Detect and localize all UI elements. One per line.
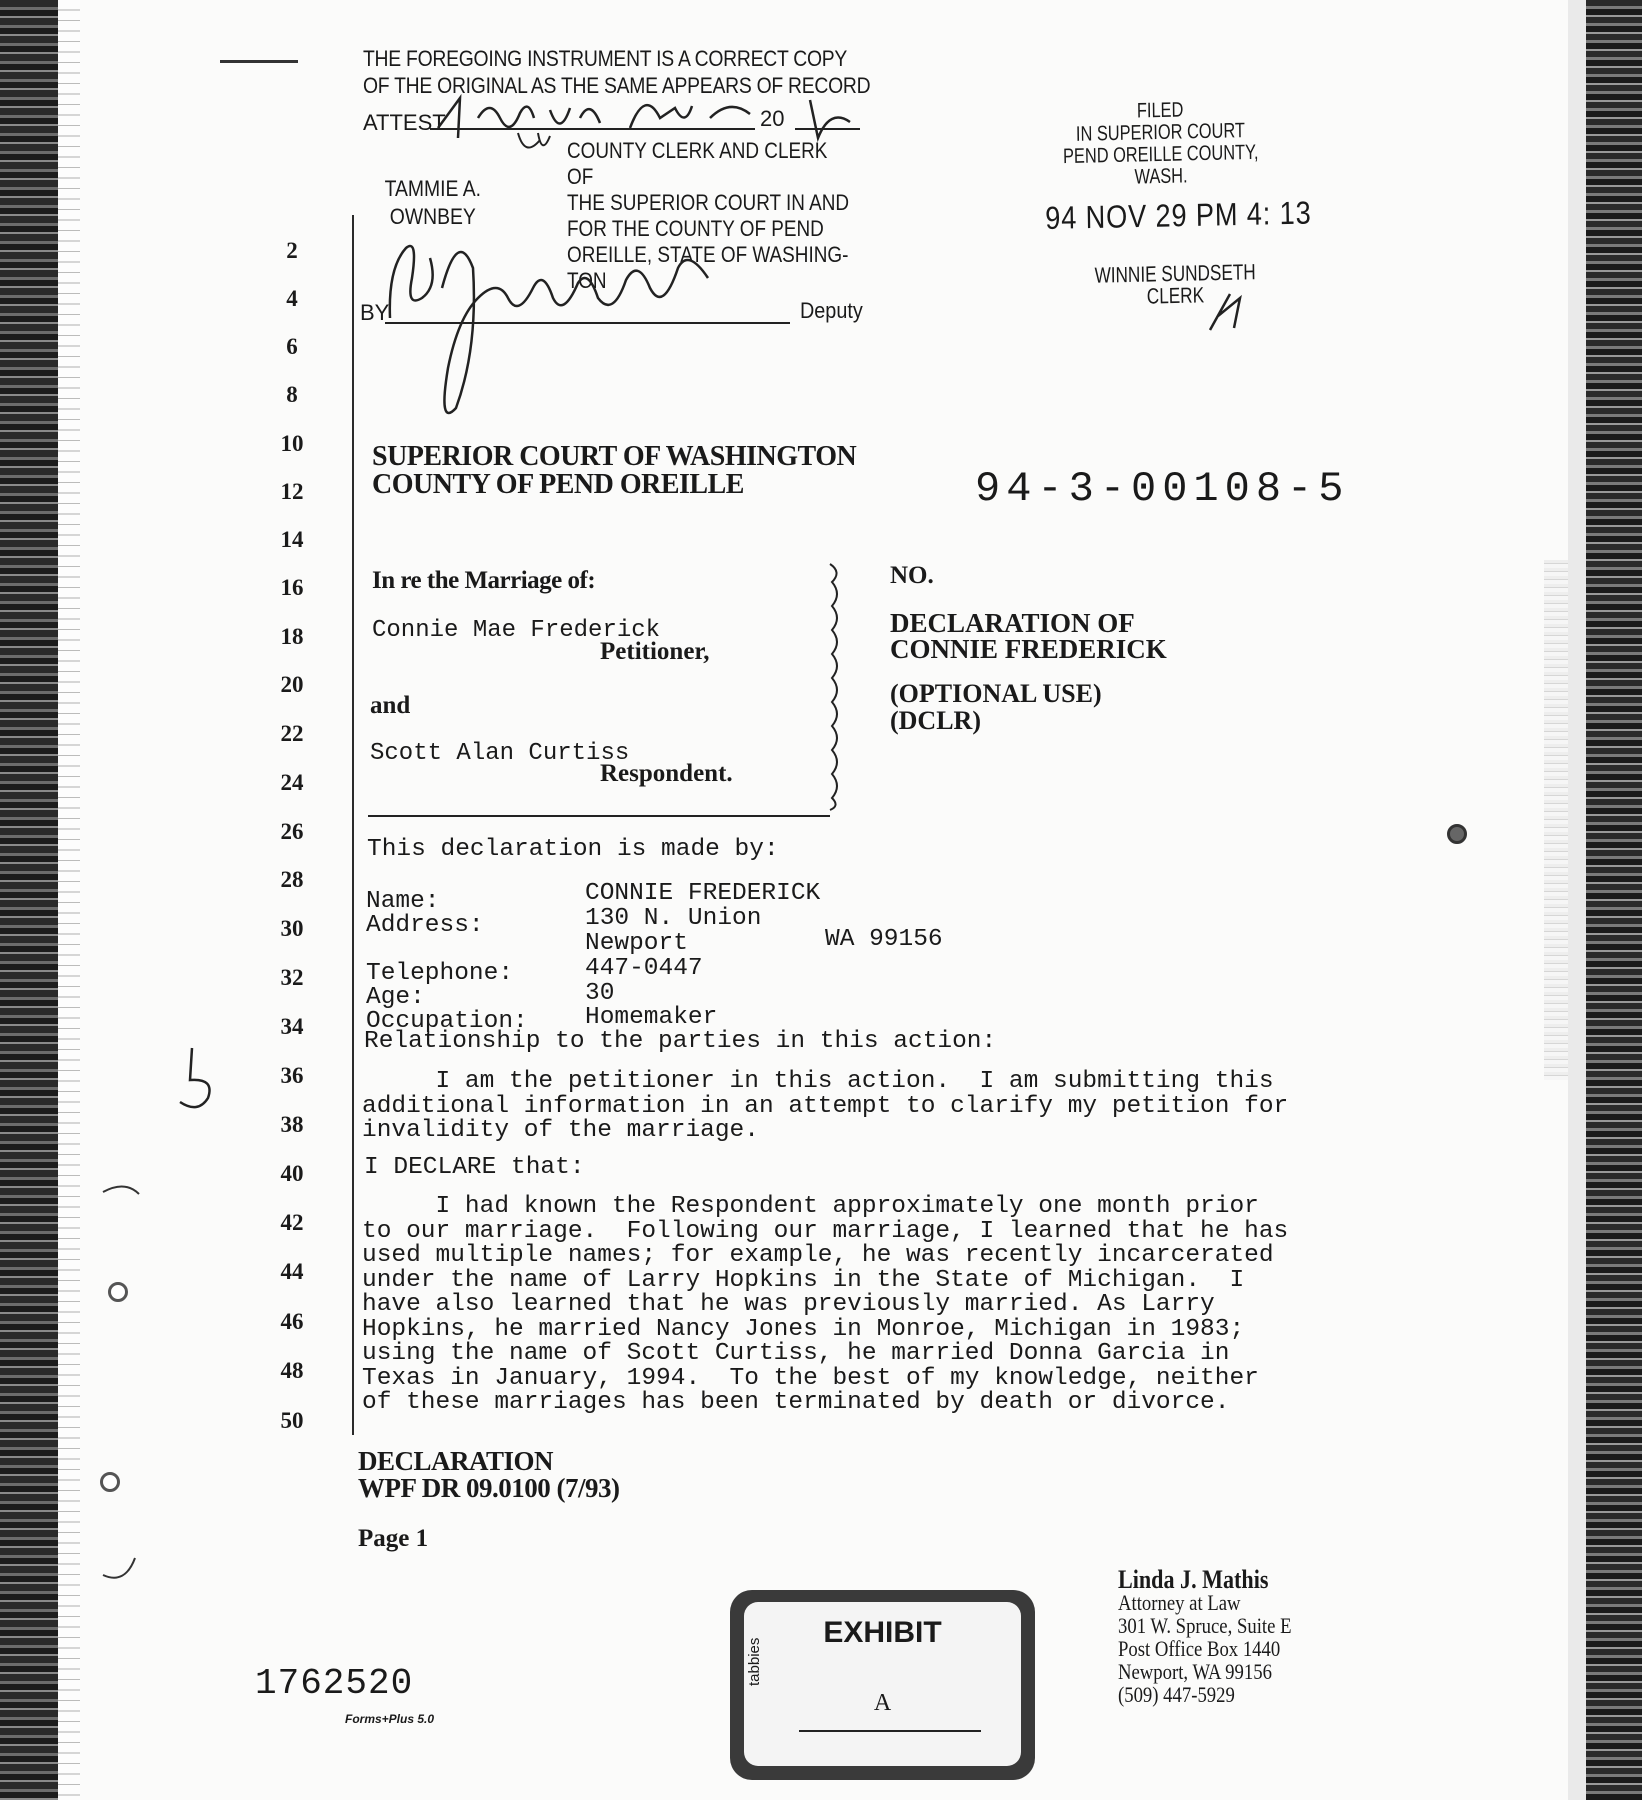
respondent-role: Respondent. (600, 760, 733, 787)
paragraph-line: to our marriage. Following our marriage, I learned that he has (362, 1217, 1289, 1245)
deputy-label: Deputy (800, 298, 863, 323)
paragraph-line: of these marriages has been terminated by death or divorce. (362, 1389, 1230, 1416)
court-heading-line: SUPERIOR COURT OF WASHINGTON (372, 441, 857, 472)
line-number: 12 (280, 479, 304, 504)
optional-use (890, 680, 1102, 734)
filed-stamp-line: IN SUPERIOR COURT (1075, 119, 1246, 146)
petitioner-role: Petitioner, (600, 638, 710, 665)
caption-conjunction: and (370, 692, 411, 719)
line-number: 10 (280, 431, 304, 456)
telephone-label: Telephone: (366, 960, 514, 987)
line-number: 14 (280, 527, 304, 552)
street-address: 130 N. Union (585, 905, 762, 932)
filed-stamp (1059, 98, 1263, 191)
exhibit-label: EXHIBIT (823, 1616, 942, 1649)
line-number: 18 (280, 624, 304, 649)
occupation-label: Occupation: (366, 1008, 528, 1035)
caption-label: In re the Marriage of: (372, 567, 596, 594)
line-number: 50 (280, 1408, 304, 1433)
margin-rule (352, 215, 354, 1435)
paragraph-line: I am the petitioner in this action. I am submitting this (362, 1068, 1274, 1095)
clerk-name-line: OWNBEY (389, 204, 476, 229)
line-number: 20 (280, 672, 304, 697)
attest-year: 20 (760, 106, 785, 131)
forms-plus-mark: Forms+Plus 5.0 (345, 1712, 435, 1726)
declare-line: I DECLARE that: (364, 1154, 585, 1181)
scan-edge-left (0, 0, 58, 1800)
line-number: 48 (280, 1358, 304, 1383)
line-number: 8 (286, 382, 298, 407)
clerk-title-line: COUNTY CLERK AND CLERK OF (567, 138, 828, 189)
document-title (890, 610, 1167, 662)
age: 30 (585, 980, 615, 1007)
filed-stamp-line: FILED (1136, 98, 1184, 123)
petitioner-name: Connie Mae Frederick (372, 617, 661, 644)
scan-edge-right-inner (1568, 0, 1586, 1800)
court-heading-line: COUNTY OF PEND OREILLE (372, 469, 744, 500)
line-number: 44 (280, 1259, 304, 1284)
clerk-title-line: OREILLE, STATE OF WASHING- (567, 242, 849, 267)
attorney-po-box: Post Office Box 1440 (1118, 1636, 1281, 1661)
page-number: Page 1 (358, 1525, 429, 1552)
paragraph-line: invalidity of the marriage. (362, 1117, 759, 1144)
line-number: 34 (280, 1014, 304, 1039)
handwritten-signature (378, 228, 738, 428)
declarant-name: CONNIE FREDERICK (585, 880, 821, 907)
line-number: 40 (280, 1161, 304, 1186)
punch-hole-icon (1447, 824, 1467, 844)
line-number: 32 (280, 965, 304, 990)
paragraph-facts (362, 1195, 1342, 1416)
declaration-intro: This declaration is made by: (367, 836, 779, 863)
clerk-title-line: THE SUPERIOR COURT IN AND (567, 190, 850, 215)
exhibit-line (799, 1730, 981, 1732)
paragraph-line: additional information in an attempt to clarify my petition for (362, 1092, 1289, 1120)
occupation: Homemaker (585, 1004, 718, 1031)
filed-clerk-line: CLERK (1146, 282, 1205, 309)
age-label: Age: (366, 984, 425, 1011)
certification-line: THE FOREGOING INSTRUMENT IS A CORRECT COPY (363, 46, 848, 71)
exhibit-sticker-face (744, 1602, 1021, 1766)
line-number: 4 (286, 286, 298, 311)
exhibit-letter: A (873, 1690, 892, 1716)
attest-label: ATTEST (363, 110, 446, 135)
attorney-city: Newport, WA 99156 (1118, 1659, 1272, 1684)
line-number: 38 (280, 1112, 304, 1137)
handwritten-margin-mark (170, 1040, 230, 1120)
document-title-line: CONNIE FREDERICK (890, 634, 1167, 664)
clerk-initials (1200, 288, 1250, 338)
court-heading (372, 443, 856, 499)
line-number: 42 (280, 1210, 304, 1235)
clerk-title-line: FOR THE COUNTY OF PEND (567, 216, 824, 241)
clerk-name (380, 175, 486, 231)
line-number: 2 (286, 238, 298, 263)
certification-line: OF THE ORIGINAL AS THE SAME APPEARS OF RECORD (363, 73, 871, 98)
respondent-name: Scott Alan Curtiss (370, 740, 630, 767)
margin-dash (220, 60, 298, 63)
footer-title: DECLARATION (358, 1446, 554, 1476)
relationship-label: Relationship to the parties in this action: (364, 1028, 997, 1055)
line-number: 22 (280, 721, 304, 746)
paragraph-line: Texas in January, 1994. To the best of my knowledge, neither (362, 1364, 1259, 1392)
name-label: Name: (366, 888, 440, 915)
paragraph-line: under the name of Larry Hopkins in the State of Michigan. I (362, 1266, 1245, 1294)
paragraph-line: I had known the Respondent approximately one month prior (362, 1193, 1259, 1220)
margin-bracket-marks (95, 1180, 145, 1600)
clerk-name-line: TAMMIE A. (384, 176, 482, 201)
case-no-label: NO. (890, 562, 934, 589)
footer-form-number: WPF DR 09.0100 (7/93) (358, 1473, 620, 1503)
filed-stamp-line: PEND OREILLE COUNTY, WASH. (1062, 140, 1259, 189)
paragraph-line: using the name of Scott Curtiss, he married Donna Garcia in (362, 1340, 1230, 1367)
address-label: Address: (366, 912, 484, 939)
line-number: 46 (280, 1309, 304, 1334)
line-number: 24 (280, 770, 304, 795)
filed-date: 94 NOV 29 PM 4: 13 (1045, 194, 1312, 236)
paragraph-petitioner (362, 1070, 1342, 1144)
scan-edge-right (1586, 0, 1642, 1800)
line-number: 6 (286, 334, 298, 359)
attorney-block (1118, 1565, 1292, 1707)
state-zip: WA 99156 (825, 926, 943, 953)
paragraph-line: Hopkins, he married Nancy Jones in Monroe, Michigan in 1983; (362, 1315, 1245, 1343)
line-number: 16 (280, 575, 304, 600)
paragraph-line: have also learned that he was previously married. As Larry (362, 1291, 1215, 1318)
attorney-title: Attorney at Law (1118, 1590, 1241, 1615)
attorney-address: 301 W. Spruce, Suite E (1118, 1613, 1292, 1638)
city: Newport (585, 930, 688, 957)
by-label: BY (360, 300, 390, 325)
optional-use-line: (OPTIONAL USE) (890, 679, 1102, 708)
footer-form-info (358, 1448, 619, 1502)
caption-bracket (826, 562, 850, 812)
caption-underline (368, 815, 830, 817)
line-number: 30 (280, 916, 304, 941)
attorney-name: Linda J. Mathis (1118, 1565, 1269, 1594)
scan-speckle (1544, 560, 1568, 1080)
paragraph-line: used multiple names; for example, he was recently incarcerated (362, 1242, 1274, 1269)
attorney-phone: (509) 447-5929 (1118, 1682, 1235, 1707)
exhibit-brand: tabbies (746, 1637, 763, 1686)
exhibit-sticker (730, 1590, 1035, 1780)
case-number: 94-3-00108-5 (975, 465, 1350, 513)
document-title-line: DECLARATION OF (890, 608, 1135, 638)
clerk-title-line: TON (567, 268, 607, 293)
telephone: 447-0447 (585, 955, 703, 982)
line-number: 36 (280, 1063, 304, 1088)
line-number: 28 (280, 867, 304, 892)
scan-edge-left-inner (58, 0, 80, 1800)
optional-use-line: (DCLR) (890, 706, 981, 735)
filed-clerk-line: WINNIE SUNDSETH (1094, 259, 1256, 288)
line-number: 26 (280, 819, 304, 844)
document-id: 1762520 (255, 1663, 414, 1704)
